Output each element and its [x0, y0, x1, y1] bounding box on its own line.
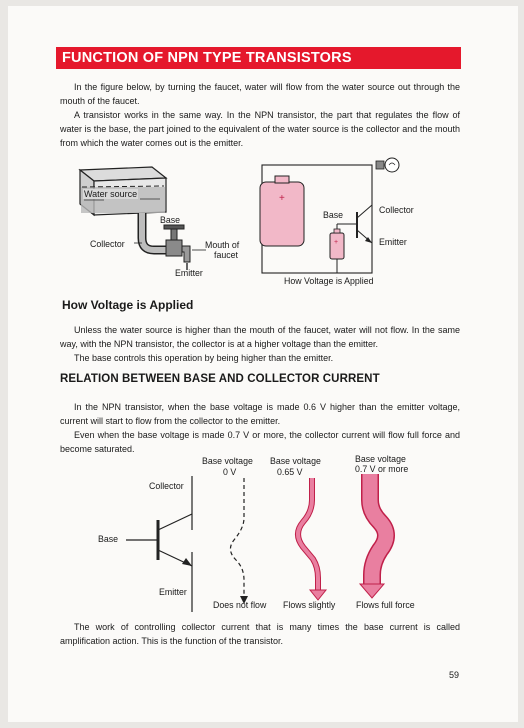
circuit-caption: How Voltage is Applied — [284, 276, 374, 286]
water-tank-figure — [80, 167, 206, 270]
voltage-paragraph-1: Unless the water source is higher than the mouth of the faucet, water will not flow. In the same way, with the NPN transistor, the collector is at a higher voltage than the emitter. — [60, 325, 460, 349]
col2-header-line2: 0.65 V — [277, 467, 303, 477]
intro-paragraph-2: A transistor works in the same way. In the NPN transistor, the part that regulates the flow of water is the base, the part joined to the equivalent of the water source is the collector and the mouth from which the water comes out is the emitter. — [60, 110, 460, 148]
water-source-label: Water source — [84, 189, 138, 199]
relation-paragraph-1: In the NPN transistor, when the base voltage is made 0.6 V higher than the emitter voltage, current will start to flow from the collector to the emitter. — [60, 402, 460, 426]
col2-header-line1: Base voltage — [270, 456, 321, 466]
faucet-emitter-label: Emitter — [175, 268, 203, 278]
relation-paragraph-2: Even when the base voltage is made 0.7 V or more, the collector current will flow full force and become saturated. — [60, 430, 460, 454]
current-emitter-label: Emitter — [159, 587, 187, 597]
current-base-label: Base — [98, 534, 119, 544]
section-voltage-title: How Voltage is Applied — [62, 298, 194, 312]
col2-caption: Flows slightly — [283, 600, 336, 610]
section-voltage-text — [60, 323, 460, 365]
col1-header-line2: 0 V — [223, 467, 237, 477]
col3-header-line2: 0.7 V or more — [355, 464, 409, 474]
page-title: FUNCTION OF NPN TYPE TRANSISTORS — [56, 47, 461, 69]
section-relation-text — [60, 400, 460, 456]
conclusion-text: The work of controlling collector current that is many times the base current is called amplification action. This is the function of the transistor. — [60, 622, 460, 646]
section-relation-title: RELATION BETWEEN BASE AND COLLECTOR CURRENT — [60, 373, 380, 385]
svg-text:+: + — [334, 239, 339, 246]
circuit-emitter-label: Emitter — [379, 237, 407, 247]
col1-caption: Does not flow — [213, 600, 267, 610]
intro-paragraph-1: In the figure below, by turning the faucet, water will flow from the water source out through the mouth of the faucet. — [60, 82, 460, 106]
col1-header-line1: Base voltage — [202, 456, 253, 466]
col3-caption: Flows full force — [356, 600, 415, 610]
col3-header-line1: Base voltage — [355, 454, 406, 464]
mouth-of-faucet-label-1: Mouth of — [205, 240, 240, 250]
page-number: 59 — [449, 670, 460, 680]
mouth-of-faucet-label-2: faucet — [214, 250, 238, 260]
circuit-collector-label: Collector — [379, 205, 414, 215]
svg-text:+: + — [279, 193, 285, 204]
faucet-base-label: Base — [160, 215, 181, 225]
circuit-base-label: Base — [323, 210, 344, 220]
current-collector-label: Collector — [149, 481, 184, 491]
voltage-paragraph-2: The base controls this operation by being higher than the emitter. — [74, 353, 334, 363]
faucet-collector-label: Collector — [90, 239, 125, 249]
